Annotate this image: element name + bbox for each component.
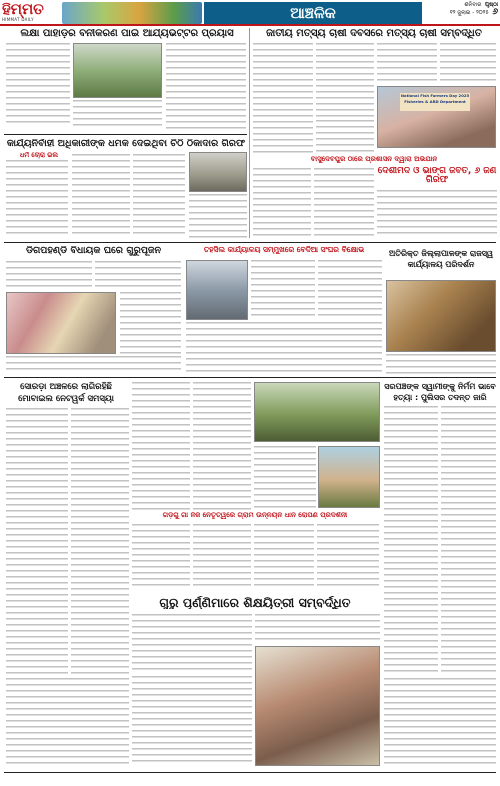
photo-protest — [186, 260, 248, 320]
article-text — [314, 168, 374, 238]
headline-network-text: ସୋରଡ଼ା ଅଞ୍ଚଳରେ ଲାଗିରହିଛି ମୋବାଇଲ ନେଟୱର୍କ ସମସ୍ୟା — [18, 382, 114, 404]
logo-subtext: HIMMAT DAILY — [2, 17, 34, 22]
headline-teacher-felicitation: ଗୁରୁ ପୂର୍ଣ୍ଣିମାରେ ଶିକ୍ଷୟିତ୍ରୀ ସମ୍ବର୍ଦ୍ଧିତ — [159, 596, 351, 610]
headline-liquor-seizure: ଦେଶୀମଦ ଓ ଭାଙ୍ଗ ଜବତ, ୬ ଜଣ ଗିରଫ — [377, 167, 497, 186]
headline-murder-text: ସରପଞ୍ଚଙ୍କ ସ୍ୱାମୀଙ୍କୁ ନିର୍ମମ ଭାବେ ହତ୍ୟା : ପୁଲିସର ତଦନ୍ତ ଜାରି — [384, 382, 496, 402]
headline-adm-visit-text: ଅତିରିକ୍ତ ଜିଲ୍ଲାପାଳଙ୍କ ରାଜସ୍ୱ କାର୍ଯ୍ୟାଳୟ ପରିଦର୍ଶନ — [388, 249, 494, 269]
photo-guru-puja — [6, 292, 116, 354]
article-text — [377, 190, 497, 238]
photo-office — [189, 152, 247, 192]
article-text — [384, 406, 438, 676]
photo-adm-visit — [386, 280, 496, 352]
article-text — [254, 524, 314, 590]
article-text — [72, 154, 130, 238]
headline-network — [6, 381, 126, 405]
article-text — [71, 408, 129, 676]
headline-guru-puja: ଡିଗପହଣ୍ଡି ବିଧାୟକ ଘରେ ଗୁରୁପୂଜନ — [25, 246, 162, 256]
article-text — [166, 43, 246, 133]
photo-teacher — [255, 646, 380, 766]
section-divider — [4, 242, 496, 243]
photo-paddy-1 — [254, 382, 380, 442]
article-text — [377, 43, 437, 83]
subhead-dharma: ଧର୍ମ ଚୋରା ଭଲ — [19, 152, 59, 159]
article-text — [441, 406, 496, 676]
article-text — [6, 678, 129, 766]
banner-board — [400, 93, 470, 111]
article-text — [316, 43, 374, 118]
headline-paddy-demo: ଗଡ଼ଗୁ ଗାଁ ନିଜ ନେତୃତ୍ୱରେ ଗ୍ରାମ ଉନ୍ନୟନ ଧାନ ରୋପଣ ପ୍ରଦର୍ଶନୀ — [162, 512, 348, 519]
date: ୧୨ ଜୁଲାଇ - ୨୦୨୫ — [449, 10, 489, 16]
page-number: ୬ — [492, 7, 498, 17]
article-text — [6, 160, 68, 238]
article-text — [255, 614, 380, 644]
article-text — [133, 154, 185, 238]
section-band — [204, 2, 422, 24]
footer-rule — [4, 772, 496, 773]
article-text — [318, 260, 382, 320]
article-text — [132, 676, 252, 766]
headline-adm-visit — [386, 248, 496, 270]
masthead-image-band — [62, 2, 202, 24]
page-label: ପୃଷ୍ଠା — [484, 2, 498, 8]
masthead — [0, 0, 500, 26]
article-text — [95, 261, 181, 289]
article-text — [120, 292, 181, 354]
article-text — [186, 322, 382, 374]
strip-headline — [252, 156, 496, 166]
section-divider — [4, 134, 247, 135]
article-text — [251, 260, 315, 320]
headline-protest: ତହସିଲ କାର୍ଯ୍ୟାଳୟ ସମ୍ମୁଖରେ ବେଦିଆ ସଂଘର ବିକ୍ଷୋଭ — [203, 246, 365, 254]
date-box — [424, 2, 498, 24]
article-text — [317, 524, 379, 590]
logo-text: ହିମ୍ମତ — [2, 0, 44, 18]
day: ଶନିବାର — [464, 2, 482, 8]
article-text — [6, 261, 92, 289]
article-text — [440, 43, 496, 83]
photo-paddy-2 — [318, 446, 380, 508]
article-text — [253, 168, 311, 238]
headline-murder — [384, 381, 496, 403]
article-text — [384, 678, 496, 766]
article-text — [73, 100, 162, 130]
banner-line2: Fisheries & ARD Department — [404, 99, 466, 104]
article-text — [253, 43, 313, 153]
photo-plantation — [73, 43, 162, 98]
headline-contractor-arrest: କାର୍ଯ୍ୟନିର୍ବାହୀ ଅଧିକାରୀଙ୍କ ଧମକ ଦେଇଥିବା ଚିଠି ଠିକାଦାର ଗିରଫ — [6, 139, 246, 149]
article-text — [6, 43, 70, 127]
section-title: ଆଞ୍ଚଳିକ — [290, 4, 336, 22]
section-divider — [4, 377, 496, 378]
headline-afforestation: ଲକ୍ଷା ପାହାଡ଼ର ବନୀକରଣ ପାଇଁ ଆର୍ଯ୍ୟଭଟ୍ଟର ପ୍ରୟାସ — [20, 29, 234, 39]
article-text — [254, 446, 316, 510]
article-text — [189, 194, 247, 238]
article-text — [6, 408, 68, 676]
article-text — [132, 524, 190, 590]
article-text — [316, 120, 374, 153]
column-divider — [249, 28, 250, 238]
article-text — [132, 382, 190, 510]
photo-fish-farmers — [377, 86, 496, 148]
headline-fish-farmers-day: ଜାତୀୟ ମତ୍ସ୍ୟ ଚାଷୀ ଦିବସରେ ମତ୍ସ୍ୟ ଚାଷୀ ସମ୍ବର୍ଦ୍ଧିତ — [266, 29, 482, 39]
banner-line1: National Fish Farmers Day 2025 — [400, 93, 470, 98]
article-text — [193, 524, 251, 590]
article-text — [6, 356, 181, 374]
strip-text: ବାସୁଦେବପୁର ଠାରେ ପ୍ରଶାସନ ଦ୍ୱାରା ଅଭିଯାନ — [310, 156, 438, 163]
article-text — [386, 354, 496, 374]
article-text — [193, 382, 251, 510]
article-text — [132, 614, 252, 674]
logo — [2, 1, 60, 23]
